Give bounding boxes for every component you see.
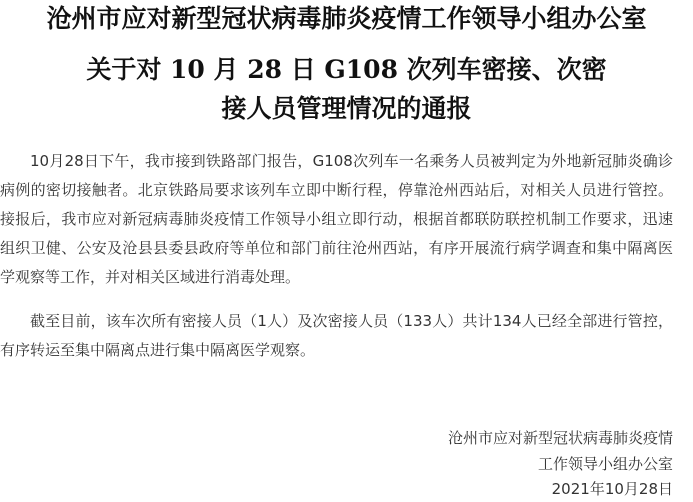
notice-paragraph-report: 10月28日下午，我市接到铁路部门报告，G108次列车一名乘务人员被判定为外地新冠肺炎确诊病例的密切接触者。北京铁路局要求该列车立即中断行程，停靠沧州西站后，对相关人员进行管控。接报后，我市应对新冠病毒肺炎疫情工作领导小组立即行动，根据首都联防联控机制工作要求，迅速组织卫健、公安及沧县县委县政府等单位和部门前往沧州西站，有序开展流行病学调查和集中隔离医学观察等工作，并对相关区域进行消毒处理。 bbox=[0, 152, 673, 286]
signature-org-line1: 沧州市应对新型冠状病毒肺炎疫情 bbox=[447, 429, 673, 447]
notice-title-subject-cont: 接人员管理情况的通报 bbox=[221, 94, 472, 123]
notice-body bbox=[0, 147, 673, 365]
notice-title-subject: 关于对 10 月 28 日 G108 次列车密接、次密 bbox=[86, 55, 607, 84]
notice-paragraph-status: 截至目前，该车次所有密接人员（1人）及次密接人员（133人）共计134人已经全部进行管控，有序转运至集中隔离点进行集中隔离医学观察。 bbox=[0, 312, 673, 359]
signature-date: 2021年10月28日 bbox=[551, 480, 673, 498]
notice-title-issuer: 沧州市应对新型冠状病毒肺炎疫情工作领导小组办公室 bbox=[46, 4, 647, 33]
signature-org-line2: 工作领导小组办公室 bbox=[537, 455, 673, 473]
